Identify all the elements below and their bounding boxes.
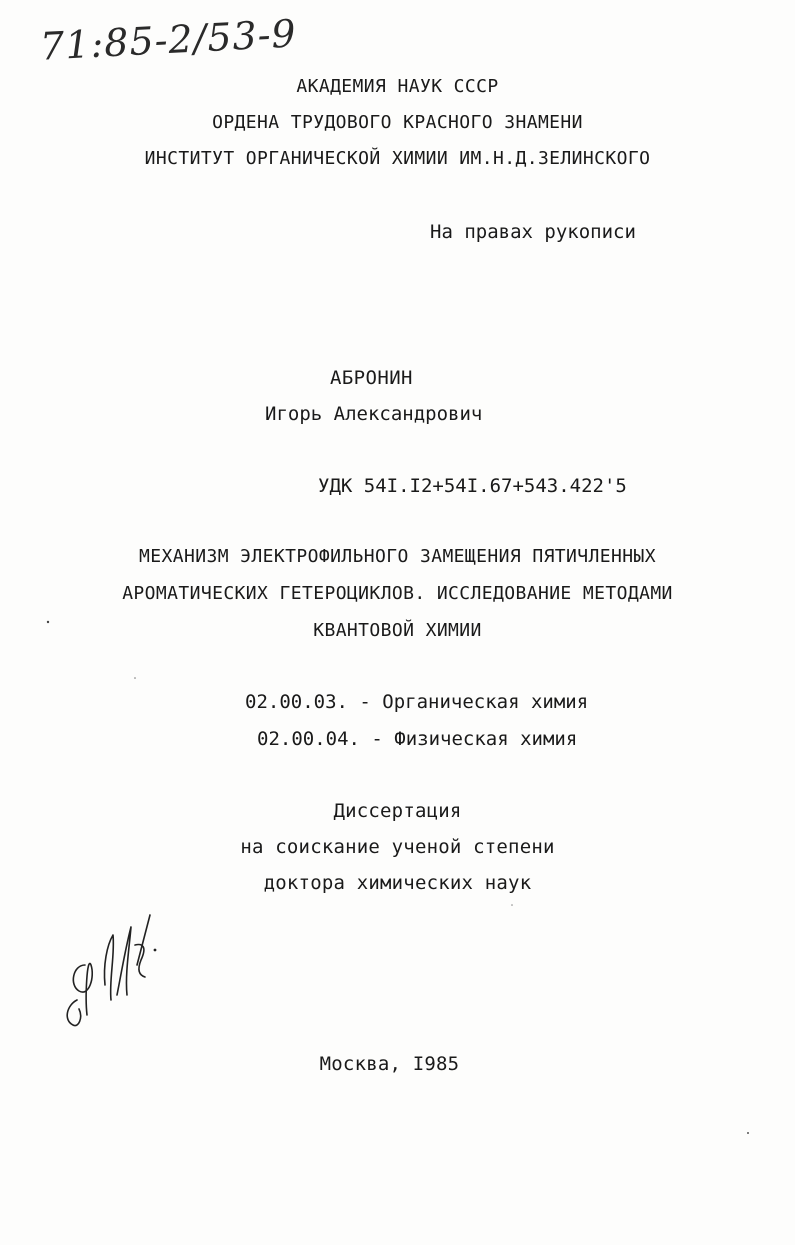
author-name: Игорь Александрович (265, 403, 483, 425)
degree-line-1: Диссертация (333, 800, 462, 822)
specialty-physical: 02.00.04. - Физическая химия (257, 728, 578, 750)
place-and-year: Москва, I985 (319, 1053, 460, 1075)
degree-line-3: доктора химических наук (263, 872, 532, 894)
author-surname: АБРОНИН (330, 367, 413, 389)
institution-line-3: ИНСТИТУТ ОРГАНИЧЕСКОЙ ХИМИИ ИМ.Н.Д.ЗЕЛИНСКОГО (144, 148, 651, 169)
udk-code: УДК 54I.I2+54I.67+543.422'5 (318, 475, 627, 497)
specialty-organic: 02.00.03. - Органическая химия (245, 691, 589, 713)
rights-note: На правах рукописи (430, 221, 636, 243)
title-line-2: АРОМАТИЧЕСКИХ ГЕТЕРОЦИКЛОВ. ИССЛЕДОВАНИЕ МЕТОДАМИ (122, 583, 673, 604)
title-line-1: МЕХАНИЗМ ЭЛЕКТРОФИЛЬНОГО ЗАМЕЩЕНИЯ ПЯТИЧЛЕННЫХ (139, 546, 656, 567)
degree-line-2: на соискание ученой степени (240, 836, 555, 858)
title-line-3: КВАНТОВОЙ ХИМИИ (313, 620, 482, 641)
archive-mark: 71:85-2/53-9 (39, 11, 298, 69)
institution-line-1: АКАДЕМИЯ НАУК СССР (296, 76, 499, 97)
institution-line-2: ОРДЕНА ТРУДОВОГО КРАСНОГО ЗНАМЕНИ (212, 112, 583, 133)
